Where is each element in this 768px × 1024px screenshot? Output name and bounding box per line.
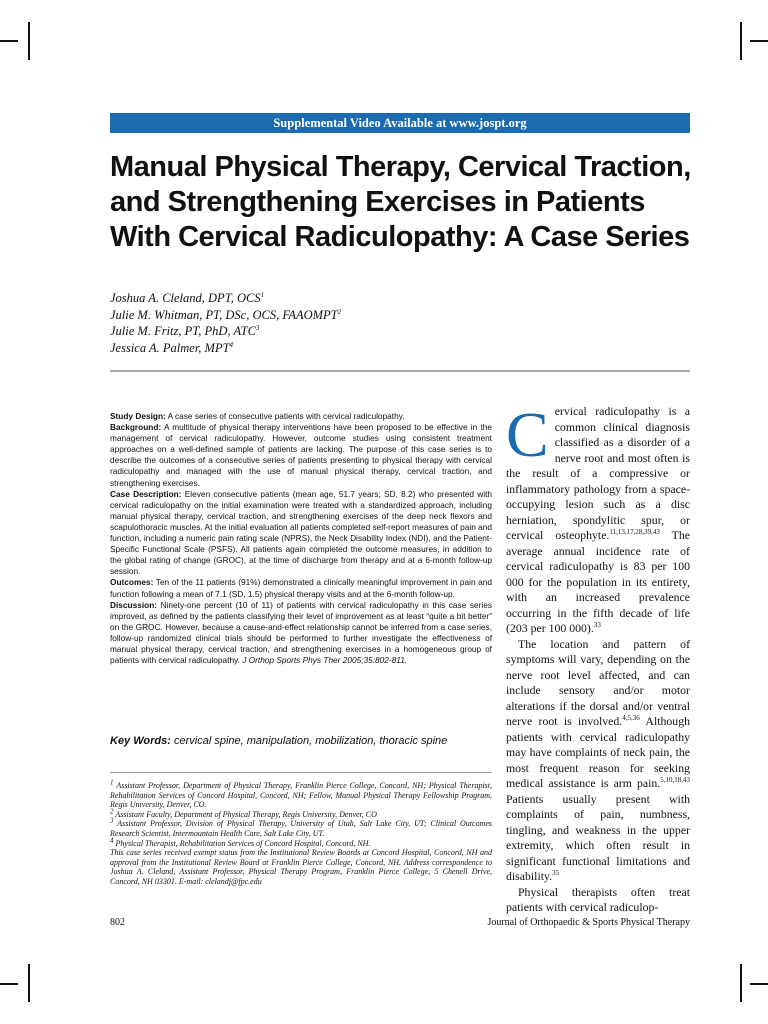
- abstract: [110, 411, 492, 666]
- article-title: [110, 150, 700, 255]
- footnote: $^2$ Assistant Faculty, Department of Physical Therapy, Regis University, Denver, CO: [110, 807, 377, 819]
- author: Jessica A. Palmer, MPT$^4$: [110, 340, 234, 355]
- crop-mark: [28, 964, 30, 1002]
- journal-name: Journal of Orthopaedic & Sports Physical Therapy: [487, 917, 690, 928]
- page-number: 802: [110, 917, 125, 928]
- abstract-case-description: Case Description: Eleven consecutive patients (mean age, 51.7 years; SD, 8.2) who presented with cervical radiculopathy on the initial examination were treated with a standardized approach, including manual physical therapy, cervical traction, and strengthening exercises of the deep neck flexors and scapulothoracic muscles. At the initial evaluation all patients completed self-report measures of pain and function, including a numeric pain rating scale (NPRS), the Neck Disability Index (NDI), and the Patient-Specific Functional Scale (PSFS). All patients again completed the outcome measures, in addition to the global rating of change (GROC), at the time of discharge from therapy and at a 6-month follow-up session.: [110, 488, 493, 577]
- crop-mark: [750, 40, 768, 42]
- crop-mark: [750, 983, 768, 985]
- abstract-study-design: Study Design: A case series of consecutive patients with cervical radiculopathy.: [110, 411, 405, 421]
- author: Julie M. Fritz, PT, PhD, ATC$^3$: [110, 323, 260, 338]
- body-text-column: [506, 399, 690, 916]
- citation: J Orthop Sports Phys Ther 2005;35:802-811.: [242, 655, 408, 666]
- abstract-background: Background: A multitude of physical therapy interventions have been proposed to be effective in the management of cervical radiculopathy. However, outcome studies using consistent treatment approaches on a well-defined sample of patients are lacking. The purpose of this case series is to describe the outcomes of a consecutive series of patients presenting to physical therapy with cervical radiculopathy and managed with the use of manual physical therapy, cervical traction, and strengthening exercises.: [110, 422, 492, 488]
- footnote: $^4$ Physical Therapist, Rehabilitation Services of Concord Hospital, Concord, NH.: [110, 835, 371, 848]
- header-divider: [110, 370, 690, 372]
- author: Julie M. Whitman, PT, DSc, OCS, FAAOMPT$^2$: [110, 307, 342, 322]
- crop-mark: [740, 964, 742, 1002]
- crop-mark: [0, 40, 18, 42]
- drop-cap: C: [506, 399, 549, 470]
- crop-mark: [28, 22, 30, 60]
- author-list: [110, 290, 610, 356]
- footnote-divider: [110, 772, 492, 773]
- author: Joshua A. Cleland, DPT, OCS$^1$: [110, 290, 265, 305]
- abstract-outcomes: Outcomes: Ten of the 11 patients (91%) demonstrated a clinically meaningful improvement in pain and function following a mean of 7.1 (SD, 1.5) physical therapy visits and at the 6-month follow-up.: [110, 577, 492, 599]
- body-paragraph: Physical therapists often treat patients with cervical radiculop-: [506, 884, 690, 914]
- crop-mark: [0, 983, 18, 985]
- body-paragraph: Cervical radiculopathy is a common clinical diagnosis classified as a disorder of a nerve root and most often is the result of a compressive or inflammatory pathology from a space-occupying lesion such as a disc herniation, spondylitic spur, or cervical osteophyte.$^{11,13,17,28,39,43}$ The average annual incidence rate of cervical radiculopathy is 83 per 100 000 for the population in its entirety, with an increased prevalence occurring in the fifth decade of life (203 per 100 000).$^{33}$: [506, 399, 690, 635]
- title-line: and Strengthening Exercises in Patients: [110, 186, 645, 218]
- abstract-discussion: Discussion: Ninety-one percent (10 of 11) of patients with cervical radiculopathy in this case series improved, as defined by the patients classifying their level of improvement as at least “quite a bit better” on the GROC. However, because a cause-and-effect relationship cannot be inferred from a case series, follow-up randomized clinical trials should be performed to further investigate the effectiveness of manual physical therapy, cervical traction, and strengthening exercises in a homogeneous group of patients with cervical radiculopathy. J Orthop Sports Phys Ther 2005;35:802-811.: [110, 599, 492, 666]
- footnote: $^3$ Assistant Professor, Division of Physical Therapy, University of Utah, Salt Lake City, UT; Clinical Outcomes Research Scientist, Intermountain Health Care, Salt Lake City, UT.: [110, 816, 492, 838]
- key-words: Key Words: cervical spine, manipulation, mobilization, thoracic spine: [110, 735, 448, 747]
- title-line: With Cervical Radiculopathy: A Case Series: [110, 221, 690, 253]
- footnote: This case series received exempt status from the Institutional Review Boards at Concord Hospital, Concord, NH and approval from the Institutional Review Board at Franklin Pierce College, Concord, NH. Address correspondence to Joshua A. Cleland, Assistant Professor, Physical Therapy Program, Franklin Pierce College, 5 Chenell Drive, Concord, NH 03301. E-mail: clelandj@fpc.edu: [110, 848, 492, 886]
- footnote: $^1$ Assistant Professor, Department of Physical Therapy, Franklin Pierce College, Concord, NH; Physical Therapist, Rehabilitation Services of Concord Hospital, Concord, NH; Fellow, Manual Physical Therapy Fellowship Program, Regis University, Denver, CO.: [110, 778, 493, 810]
- body-paragraph: The location and pattern of symptoms will vary, depending on the nerve root level affected, and can include sensory and/or motor alterations if the dorsal and/or ventral nerve root is involved.$^{4,5,36}$ Although patients with cervical radiculopathy may have complaints of neck pain, the most frequent reason for seeking medical assistance is arm pain.$^{5,10,18,43}$ Patients usually present with complaints of pain, numbness, tingling, and weakness in the upper extremity, which often result in significant functional limitations and disability.$^{35}$: [506, 636, 690, 883]
- title-line: Manual Physical Therapy, Cervical Traction,: [110, 151, 691, 183]
- crop-mark: [740, 22, 742, 60]
- supplemental-video-banner[interactable]: Supplemental Video Available at www.jospt.org: [110, 113, 690, 133]
- footnotes: [110, 778, 493, 887]
